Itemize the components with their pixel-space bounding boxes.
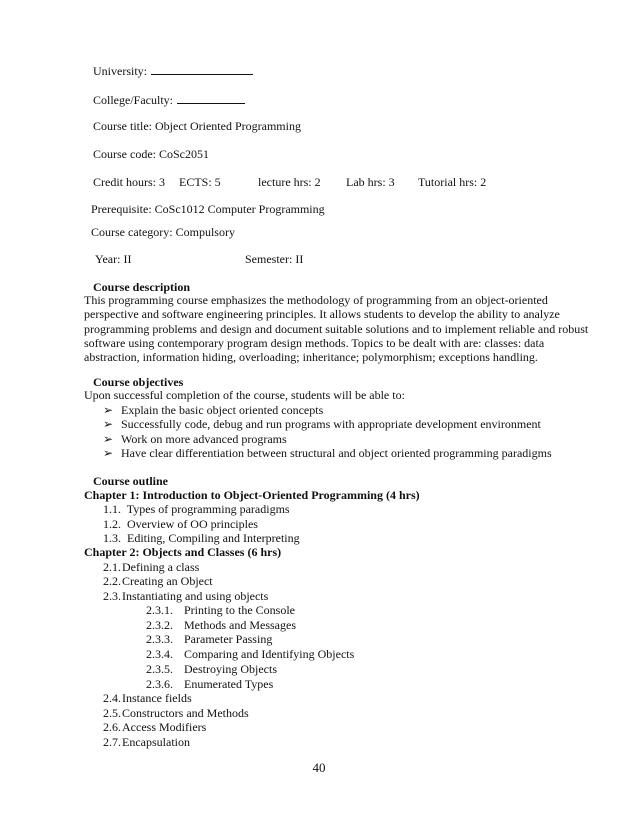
outline-item-number: 1.2. [103,517,121,531]
lecture-hrs: lecture hrs: 2 [258,175,321,189]
objective-text: Work on more advanced programs [121,432,287,446]
outline-item [103,589,268,604]
page-number: 40 [312,760,326,775]
outline-subitem-number: 2.3.2. [146,618,173,632]
outline-subitem [146,618,296,633]
objective-item [103,403,323,418]
outline-subitem [146,662,277,677]
arrow-bullet-icon: ➢ [103,417,114,431]
arrow-bullet-icon: ➢ [103,403,114,417]
course-title: Course title: Object Oriented Programming [93,119,301,133]
outline-item-text: Overview of OO principles [127,517,258,531]
college-line [93,92,245,108]
outline-subitem-number: 2.3.1. [146,603,173,617]
arrow-bullet-icon: ➢ [103,432,114,446]
prerequisite: Prerequisite: CoSc1012 Computer Programming [91,202,325,216]
ects: ECTS: 5 [179,175,221,189]
outline-item [103,531,300,546]
course-code: Course code: CoSc2051 [93,147,209,161]
description-heading: Course description [93,280,190,294]
university-label: University: [93,64,147,78]
outline-item [103,706,249,721]
objective-text: Explain the basic object oriented concepts [121,403,324,417]
outline-heading: Course outline [93,474,168,488]
chapter-2-title: Chapter 2: Objects and Classes (6 hrs) [84,545,282,559]
lab-hrs: Lab hrs: 3 [346,175,395,189]
description-line: perspective and software engineering principles. It allows students to develop the ability to analyze [84,307,560,321]
outline-item [103,735,190,750]
outline-item [103,502,290,517]
university-blank [151,63,253,75]
objectives-intro: Upon successful completion of the course, students will be able to: [84,388,405,402]
objective-text: Successfully code, debug and run programs with appropriate development environment [121,417,541,431]
outline-item-text: Instantiating and using objects [122,589,269,603]
outline-item [103,574,213,589]
outline-subitem [146,632,272,647]
outline-subitem [146,647,354,662]
outline-subitem-number: 2.3.6. [146,677,173,691]
outline-item-number: 2.6. [103,720,121,734]
outline-item-text: Creating an Object [122,574,213,588]
college-label: College/Faculty: [93,93,173,107]
arrow-bullet-icon: ➢ [103,446,114,460]
outline-item-text: Encapsulation [122,735,190,749]
outline-subitem-text: Methods and Messages [184,618,296,632]
objectives-heading: Course objectives [93,375,184,389]
outline-item [103,560,199,575]
outline-item-number: 2.4. [103,691,121,705]
outline-item-number: 2.1. [103,560,121,574]
description-line: This programming course emphasizes the methodology of programming from an object-oriented [84,293,548,307]
chapter-1-title: Chapter 1: Introduction to Object-Oriented Programming (4 hrs) [84,488,420,502]
outline-subitem-text: Parameter Passing [184,632,273,646]
objective-item [103,432,287,447]
description-line: abstraction, information hiding, overloading; inheritance; polymorphism; exceptions handling. [84,350,538,364]
outline-item-text: Instance fields [122,691,192,705]
year: Year: II [95,252,132,266]
outline-item-text: Editing, Compiling and Interpreting [127,531,300,545]
outline-subitem [146,677,273,692]
outline-item-number: 2.2. [103,574,121,588]
objective-item [103,417,541,432]
university-line [93,63,253,79]
outline-subitem-number: 2.3.3. [146,632,173,646]
outline-item-text: Defining a class [122,560,200,574]
course-category: Course category: Compulsory [91,225,235,239]
outline-item [103,517,258,532]
college-blank [177,92,245,104]
outline-subitem-text: Enumerated Types [184,677,274,691]
outline-item-number: 1.1. [103,502,121,516]
credit-hours: Credit hours: 3 [93,175,165,189]
outline-subitem-number: 2.3.4. [146,647,173,661]
outline-item [103,720,206,735]
semester: Semester: II [245,252,304,266]
outline-subitem [146,603,295,618]
outline-item [103,691,192,706]
objective-item [103,446,552,461]
outline-item-number: 2.5. [103,706,121,720]
outline-item-number: 2.7. [103,735,121,749]
objective-text: Have clear differentiation between structural and object oriented programming paradigms [121,446,552,460]
outline-item-text: Constructors and Methods [122,706,249,720]
outline-item-text: Types of programming paradigms [126,502,290,516]
outline-item-number: 2.3. [103,589,121,603]
outline-subitem-text: Destroying Objects [184,662,277,676]
description-line: software using contemporary program design methods. Topics to be dealt with are: classes: data [84,336,545,350]
tutorial-hrs: Tutorial hrs: 2 [418,175,487,189]
outline-subitem-text: Comparing and Identifying Objects [184,647,355,661]
outline-item-text: Access Modifiers [122,720,207,734]
outline-subitem-number: 2.3.5. [146,662,173,676]
outline-subitem-text: Printing to the Console [184,603,295,617]
outline-item-number: 1.3. [103,531,121,545]
description-line: programming problems and design and document suitable solutions and to implement reliable and robust [84,322,589,336]
